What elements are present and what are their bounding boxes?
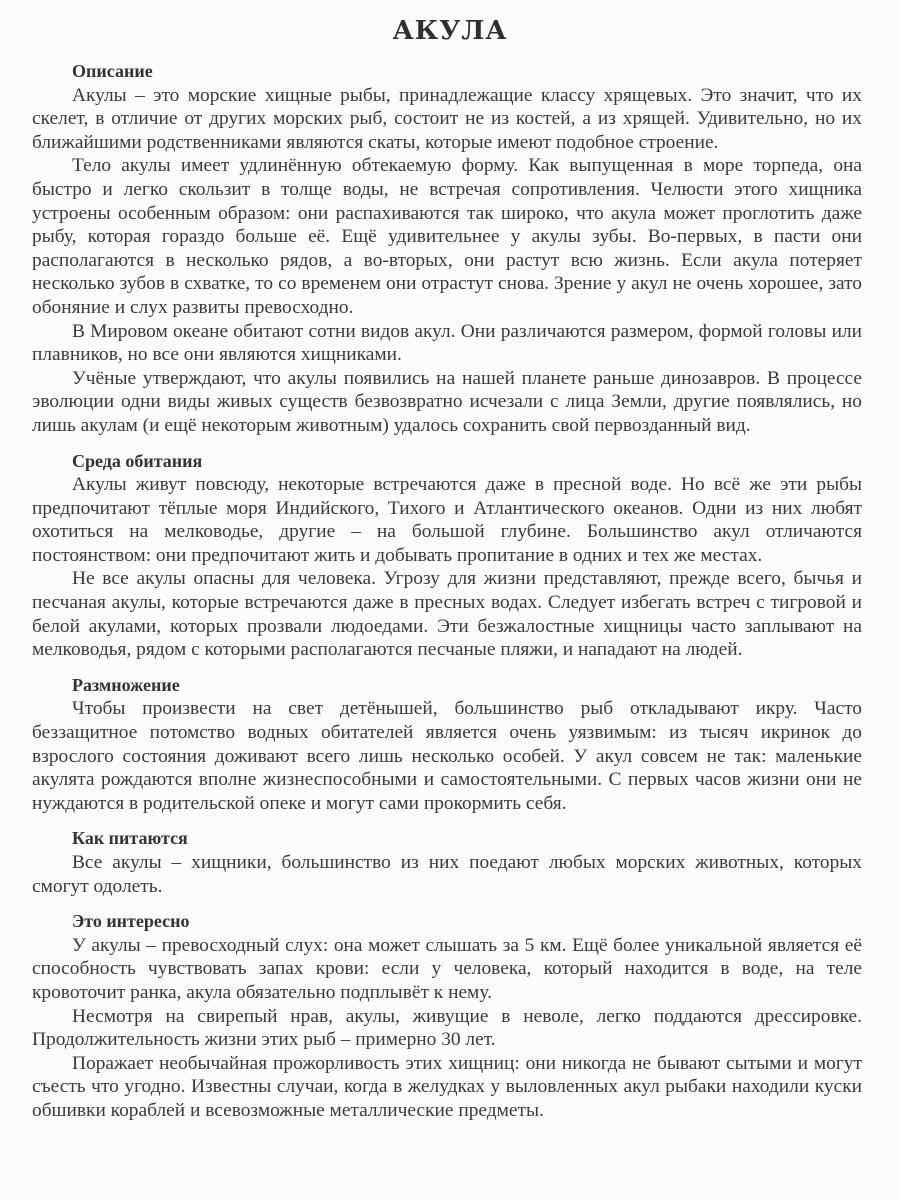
section-heading: Это интересно [72,911,190,932]
spacer [32,898,862,910]
paragraph: Поражает необычайная прожорливость этих хищниц: они никогда не бывают сытыми и могут съесть что угодно. Известны случаи, когда в желудках у выловленных акул рыбаки находили куски обшивки кораблей и всевозможные металлические предметы. [32,1052,862,1121]
paragraph: Не все акулы опасны для человека. Угрозу для жизни представляют, прежде всего, бычья и песчаная акулы, которые встречаются даже в пресных водах. Следует избегать встреч с тигровой и белой акулами, которых прозвали людоедами. Эти безжалостные хищницы часто заплывают на мелководья, рядом с которыми располагаются песчаные пляжи, и нападают на людей. [32,568,862,661]
section-heading: Как питаются [72,828,188,849]
section-habitat [32,450,862,662]
section-heading: Описание [72,61,153,81]
paragraph: Учёные утверждают, что акулы появились на нашей планете раньше динозавров. В процессе эволюции одни виды живых существ безвозвратно исчезали с лица Земли, другие появлялись, но лишь акулам (и ещё некоторым животным) удалось сохранить свой первозданный вид. [32,367,862,436]
section-description [32,60,862,438]
page-title: АКУЛА [392,16,508,46]
paragraph: Несмотря на свирепый нрав, акулы, живущие в неволе, легко поддаются дрессировке. Продолжительность жизни этих рыб – примерно 30 лет. [32,1005,862,1051]
spacer [32,438,862,450]
paragraph: В Мировом океане обитают сотни видов акул. Они различаются размером, формой головы или плавников, но все они являются хищниками. [32,320,862,366]
paragraph: Тело акулы имеет удлинённую обтекаемую форму. Как выпущенная в море торпеда, она быстро и легко скользит в толще воды, не встречая сопротивления. Челюсти этого хищника устроены особенным образом: они распахиваются так широко, что акула может проглотить даже рыбу, которая гораздо больше её. Ещё удивительнее у акулы зубы. Во-первых, в пасти они располагаются в несколько рядов, а во-вторых, они растут всю жизнь. Если акула потеряет несколько зубов в схватке, то со временем они отрастут снова. Зрение у акул не очень хорошее, зато обоняние и слух развиты превосходно. [32,155,862,318]
section-heading: Размножение [72,674,180,695]
spacer [32,662,862,674]
paragraph: Все акулы – хищники, большинство из них поедают любых морских животных, которых смогут одолеть. [32,852,862,897]
paragraph: У акулы – превосходный слух: она может слышать за 5 км. Ещё более уникальной является её способность чувствовать запах крови: если у человека, который находится в воде, на теле кровоточит ранка, акула обязательно подплывёт к нему. [32,934,862,1003]
section-interesting [32,910,862,1122]
spacer [32,815,862,827]
section-reproduction [32,674,862,816]
paragraph: Чтобы произвести на свет детёнышей, большинство рыб откладывают икру. Часто беззащитное потомство водных обитателей является очень уязвимым: из тысяч икринок до взрослого состояния доживают всего лишь несколько особей. У акул совсем не так: маленькие акулята рождаются вполне жизнеспособными и самостоятельными. С первых часов жизни они не нуждаются в родительской опеке и могут сами прокормить себя. [32,698,862,814]
section-feeding [32,827,862,898]
paragraph: Акулы живут повсюду, некоторые встречаются даже в пресной воде. Но всё же эти рыбы предпочитают тёплые моря Индийского, Тихого и Атлантического океанов. Одни из них любят охотиться на мелководье, другие – на большой глубине. Большинство акул отличаются постоянством: они предпочитают жить и добывать пропитание в одних и тех же местах. [32,474,862,566]
paragraph: Акулы – это морские хищные рыбы, принадлежащие классу хрящевых. Это значит, что их скелет, в отличие от других морских рыб, состоит не из костей, а из хрящей. Удивительно, но их ближайшими родственниками являются скаты, которые имеют подобное строение. [32,84,862,153]
section-heading: Среда обитания [72,450,203,471]
article-body [32,60,862,1123]
